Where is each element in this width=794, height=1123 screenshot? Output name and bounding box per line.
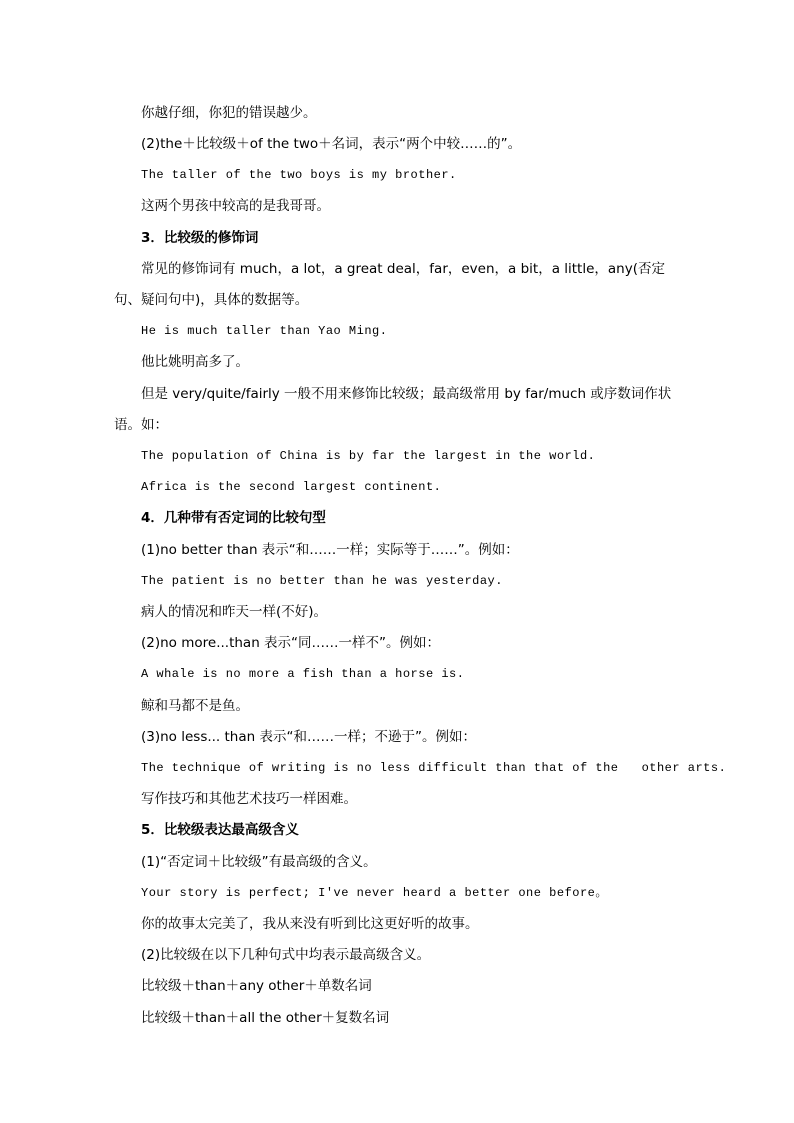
- translation-line: 你的故事太完美了，我从来没有听到比这更好听的故事。: [141, 916, 479, 932]
- translation-line: 他比姚明高多了。: [141, 354, 249, 370]
- translation-line: 病人的情况和昨天一样(不好)。: [141, 604, 328, 620]
- example-sentence: The technique of writing is no less difficult than that of the other arts.: [141, 761, 727, 775]
- pattern-line: 比较级＋than＋any other＋单数名词: [141, 978, 372, 994]
- translation-line: 鲸和马都不是鱼。: [141, 698, 249, 714]
- text-line: 常见的修饰词有 much，a lot，a great deal，far，even，a bit，a little，any(否定: [141, 261, 665, 277]
- example-sentence: The population of China is by far the largest in the world.: [141, 449, 596, 463]
- translation-line: 这两个男孩中较高的是我哥哥。: [141, 198, 330, 214]
- example-sentence: A whale is no more a fish than a horse is.: [141, 667, 465, 681]
- example-sentence: Africa is the second largest continent.: [141, 480, 442, 494]
- text-line: (2)no more...than 表示“同……一样不”。例如：: [141, 635, 441, 651]
- example-sentence: The taller of the two boys is my brother.: [141, 168, 457, 182]
- text-line: 你越仔细，你犯的错误越少。: [141, 105, 317, 121]
- text-line: (1)no better than 表示“和……一样；实际等于……”。例如：: [141, 542, 519, 558]
- translation-line: 写作技巧和其他艺术技巧一样困难。: [141, 791, 357, 807]
- pattern-line: 比较级＋than＋all the other＋复数名词: [141, 1010, 390, 1026]
- section-heading: 3．比较级的修饰词: [141, 230, 259, 246]
- section-heading: 4．几种带有否定词的比较句型: [141, 510, 326, 526]
- text-line: 语。如：: [114, 417, 168, 433]
- text-line: 句、疑问句中)，具体的数据等。: [114, 292, 309, 308]
- section-heading: 5．比较级表达最高级含义: [141, 822, 299, 838]
- text-line: (1)“否定词＋比较级”有最高级的含义。: [141, 854, 377, 870]
- example-sentence: Your story is perfect; I've never heard a better one before。: [141, 886, 608, 900]
- text-line: (2)the＋比较级＋of the two＋名词，表示“两个中较……的”。: [141, 136, 522, 152]
- text-line: (3)no less... than 表示“和……一样；不逊于”。例如：: [141, 729, 476, 745]
- text-line: 但是 very/quite/fairly 一般不用来修饰比较级；最高级常用 by far/much 或序数词作状: [141, 386, 672, 402]
- example-sentence: The patient is no better than he was yesterday.: [141, 574, 503, 588]
- text-line: (2)比较级在以下几种句式中均表示最高级含义。: [141, 947, 431, 963]
- example-sentence: He is much taller than Yao Ming.: [141, 324, 388, 338]
